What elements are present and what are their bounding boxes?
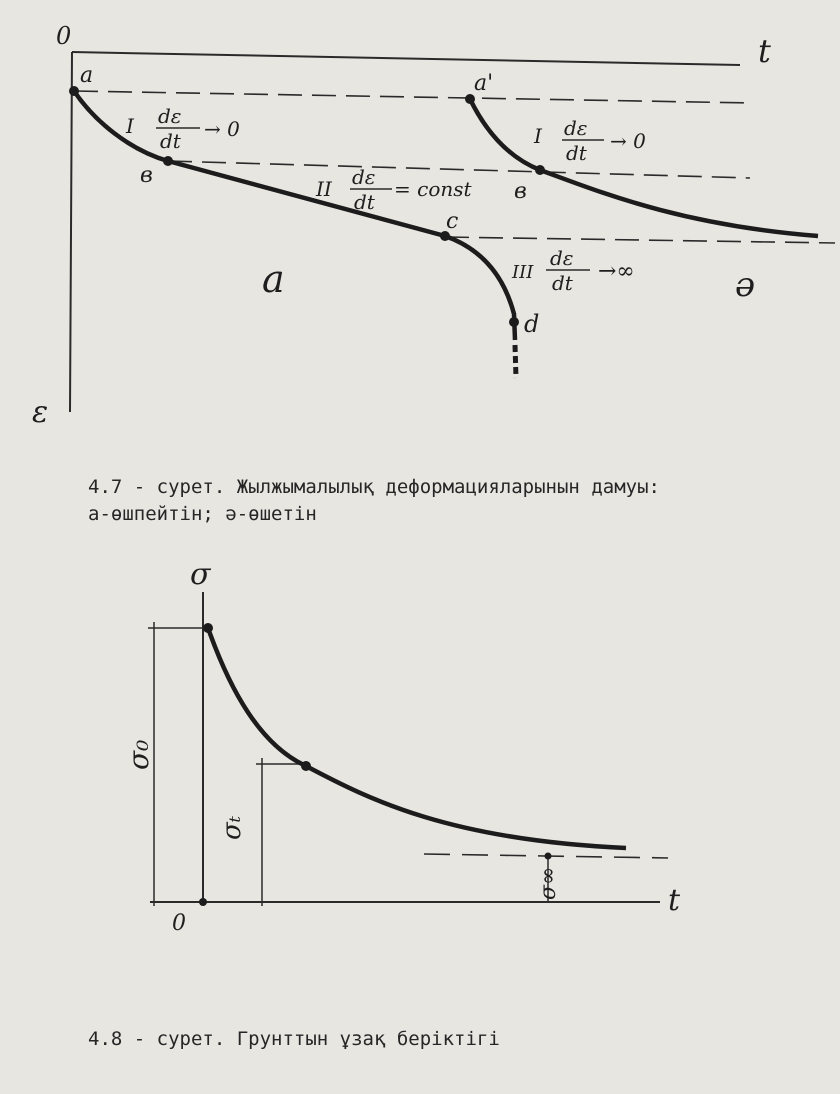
label-d: d xyxy=(524,310,540,338)
rate-limit-1: → 0 xyxy=(204,117,240,141)
label-a-prime: a' xyxy=(474,71,494,96)
label-eps-axis: ε xyxy=(32,395,49,430)
dashed-line-b xyxy=(168,161,750,178)
rate-limit-4: →∞ xyxy=(598,259,635,284)
label-stage-II: II xyxy=(316,177,332,201)
rate-den-1: dt xyxy=(160,129,181,153)
label-origin: 0 xyxy=(56,22,72,50)
figure-4-8-caption xyxy=(88,1026,500,1053)
point-b-prime xyxy=(535,165,545,175)
rate-den-2: dt xyxy=(566,141,587,165)
eps-axis xyxy=(70,52,72,412)
point-a xyxy=(69,86,79,96)
rate-num-2: dε xyxy=(564,116,588,140)
caption-4-7-line2: а-өшпейтін; ә-өшетін xyxy=(88,503,317,525)
figure-4-8 xyxy=(148,592,668,906)
rate-limit-2: → 0 xyxy=(610,129,646,153)
label-b-prime: в xyxy=(514,179,527,204)
caption-4-8-line1: 4.8 - сурет. Грунттын ұзақ беріктігі xyxy=(88,1028,500,1050)
figure-4-8-labels xyxy=(122,557,681,936)
rate-num-4: dε xyxy=(550,246,574,270)
point-sigmat xyxy=(301,761,311,771)
label-sigma-axis: σ xyxy=(190,557,211,592)
point-b xyxy=(163,156,173,166)
failure-continuation xyxy=(515,345,516,378)
rate-den-4: dt xyxy=(552,271,573,295)
label-c: c xyxy=(446,209,459,234)
rate-const: = const xyxy=(394,177,472,201)
rate-num-3: dε xyxy=(352,165,376,189)
label-stage-III: III xyxy=(512,262,534,283)
strength-curve xyxy=(208,628,626,848)
point-origin-2 xyxy=(199,898,207,906)
rate-den-3: dt xyxy=(354,190,375,214)
dashed-line-c xyxy=(445,237,835,243)
label-origin-2: 0 xyxy=(172,911,186,936)
label-stage-I-b: I xyxy=(534,124,542,148)
label-sigma-inf: σ∞ xyxy=(536,866,561,900)
point-sigma-inf xyxy=(545,853,552,860)
figure-4-7-caption xyxy=(88,474,660,528)
label-stage-I: I xyxy=(126,114,134,138)
label-b: в xyxy=(140,163,153,188)
point-d xyxy=(509,317,519,327)
label-sigma0: σ₀ xyxy=(122,739,155,770)
t-axis xyxy=(72,52,740,65)
label-a: a xyxy=(80,63,94,88)
label-t-axis: t xyxy=(758,32,771,70)
point-sigma0 xyxy=(203,623,213,633)
rate-num-1: dε xyxy=(158,104,182,128)
creep-curve-damped xyxy=(470,99,818,236)
caption-4-7-line1: 4.7 - сурет. Жылжымалылық деформацияларынын дамуы: xyxy=(88,476,660,498)
label-curve-a: а xyxy=(262,257,285,301)
dashed-line-a xyxy=(74,91,752,103)
label-curve-ae: ә xyxy=(735,265,756,305)
label-sigmat: σₜ xyxy=(217,815,247,840)
label-t-axis-2: t xyxy=(668,883,681,918)
